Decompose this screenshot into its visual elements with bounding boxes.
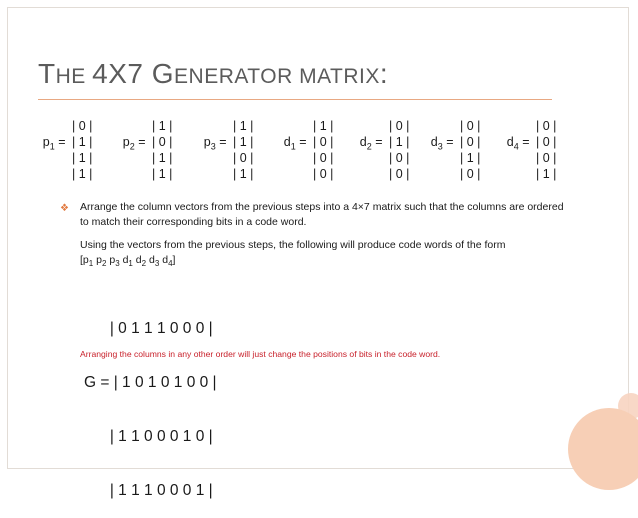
vector-p3 — [203, 118, 254, 182]
code-word-form: [$p_1$ $p_2$ $p_3$ $d_1$ $d_2$ $d_3$ $d_4$] — [80, 254, 176, 269]
vector-entry: | 0 | — [460, 167, 481, 181]
steps-paragraph — [80, 238, 505, 271]
vector-label: $d_3$ = — [430, 135, 457, 152]
vector-label: $d_2$ = — [359, 135, 386, 152]
vector-d2 — [359, 118, 410, 182]
form-item: $p_2$ — [96, 254, 107, 269]
vector-entry: | 1 | — [72, 135, 93, 149]
vector-entry: | 1 | — [233, 167, 254, 181]
vector-label: $p_3$ = — [203, 135, 230, 152]
title-underline — [38, 99, 552, 100]
matrix-row: G = | 1 0 1 0 1 0 0 | — [84, 374, 217, 391]
vector-label: $d_1$ = — [283, 135, 310, 152]
vector-entry: | 0 | — [152, 135, 173, 149]
vector-entry: | 1 | — [536, 167, 557, 181]
vector-entry: | 0 | — [389, 167, 410, 181]
bullet-line-1: Arrange the column vectors from the previous steps into a 4×7 matrix such that the columns are ordered — [80, 201, 564, 213]
vector-d3 — [430, 118, 481, 182]
vector-entry: | 0 | — [460, 135, 481, 149]
matrix-row: | 1 1 0 0 0 1 0 | — [84, 428, 213, 445]
vector-p1 — [42, 118, 93, 182]
form-item: $d_1$ — [122, 254, 133, 269]
vector-entry: | 0 | — [536, 119, 557, 133]
vector-p2 — [122, 118, 173, 182]
steps-line: Using the vectors from the previous steps, the following will produce code words of the form — [80, 239, 506, 251]
vector-entry: | 0 | — [389, 119, 410, 133]
vector-entry: | 1 | — [72, 167, 93, 181]
bullet-line-2: to match their corresponding bits in a code word. — [80, 216, 307, 228]
bullet-paragraph — [80, 200, 564, 230]
vector-entry: | 0 | — [313, 167, 334, 181]
vector-entry: | 1 | — [152, 167, 173, 181]
bullet-icon: ❖ — [60, 203, 69, 214]
vector-entry: | 0 | — [389, 151, 410, 165]
vector-entry: | 1 | — [233, 135, 254, 149]
vector-entry: | 0 | — [536, 135, 557, 149]
vector-entry: | 1 | — [460, 151, 481, 165]
form-item: $p_1$ — [82, 254, 94, 269]
vector-entry: | 1 | — [233, 119, 254, 133]
vector-entry: | 1 | — [152, 151, 173, 165]
vector-entry: | 1 | — [313, 119, 334, 133]
vector-entry: | 1 | — [72, 151, 93, 165]
form-item: $d_3$ — [149, 254, 160, 269]
generator-matrix — [84, 284, 217, 518]
vector-entry: | 0 | — [313, 135, 334, 149]
vector-label: $p_1$ = — [42, 135, 69, 152]
vector-label: $d_4$ = — [506, 135, 533, 152]
form-item: $d_2$ — [135, 254, 147, 269]
vector-entry: | 0 | — [460, 119, 481, 133]
matrix-row: | 1 1 1 0 0 0 1 | — [84, 482, 213, 499]
form-item: $d_4$ — [162, 254, 173, 269]
slide-title: THE 4X7 GENERATOR MATRIX: — [38, 58, 389, 89]
matrix-row: | 0 1 1 1 0 0 0 | — [84, 320, 213, 337]
vector-entry: | 0 | — [72, 119, 93, 133]
vector-entry: | 0 | — [313, 151, 334, 165]
vector-entry: | 0 | — [536, 151, 557, 165]
vector-entry: | 1 | — [389, 135, 410, 149]
vector-d1 — [283, 118, 334, 182]
form-item: $p_3$ — [109, 254, 120, 269]
vector-entry: | 0 | — [233, 151, 254, 165]
vector-d4 — [506, 118, 557, 182]
order-note: Arranging the columns in any other order will just change the positions of bits in the code word. — [80, 349, 441, 359]
vector-entry: | 1 | — [152, 119, 173, 133]
vector-label: $p_2$ = — [122, 135, 149, 152]
